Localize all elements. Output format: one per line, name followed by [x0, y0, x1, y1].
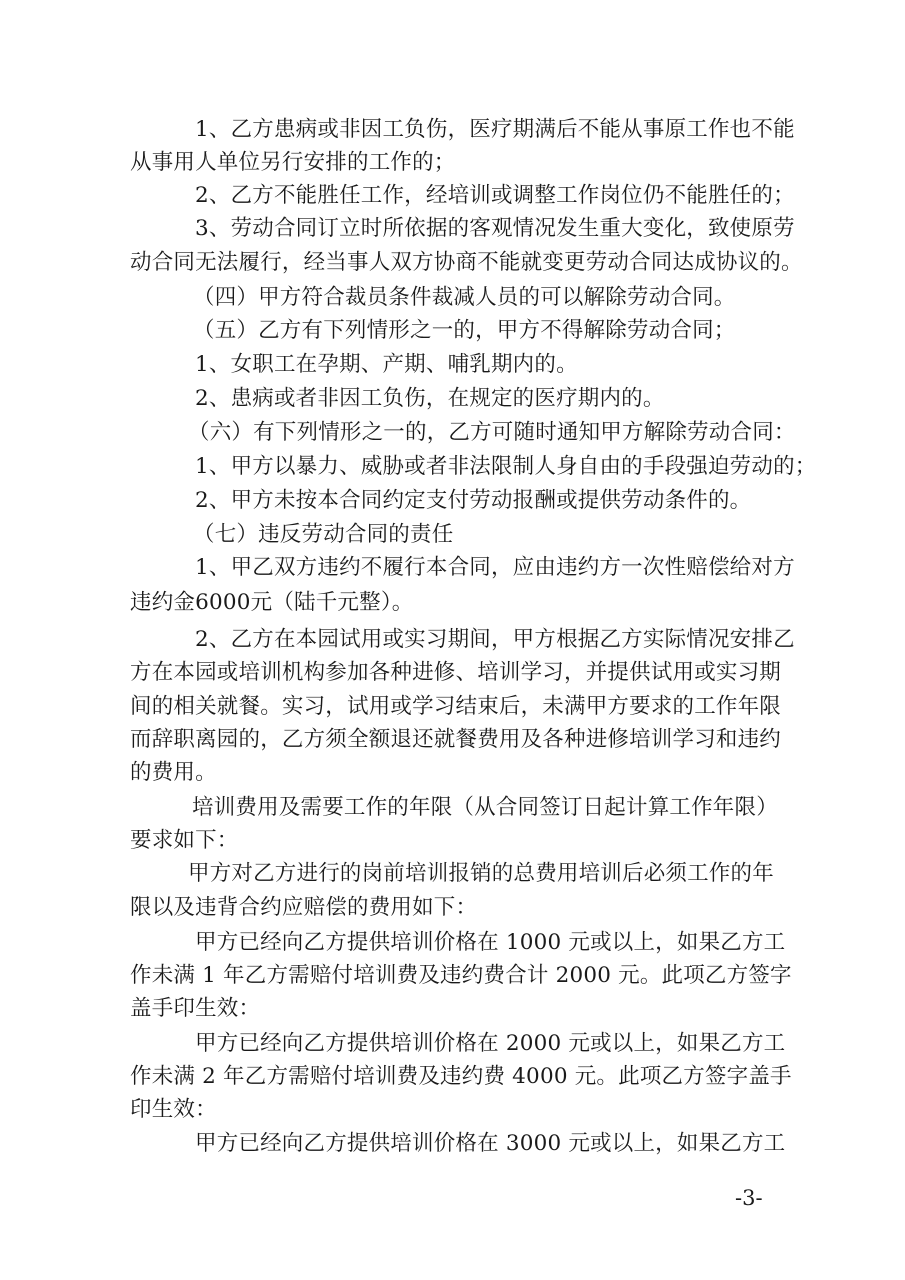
text-line: 间的相关就餐。实习，试用或学习结束后，未满甲方要求的工作年限 [130, 694, 782, 719]
text-line: 甲方对乙方进行的岗前培训报销的总费用培训后必须工作的年 [188, 861, 774, 886]
text-line: （五）乙方有下列情形之一的，甲方不得解除劳动合同； [193, 318, 736, 343]
page-number: -3- [735, 1186, 763, 1210]
text-line: 的费用。 [130, 760, 217, 785]
text-line: 印生效： [130, 1097, 217, 1122]
text-line: 从事用人单位另行安排的工作的； [130, 150, 456, 175]
text-line: 甲方已经向乙方提供培训价格在 2000 元或以上，如果乙方工 [195, 1031, 786, 1056]
text-line: 3、劳动合同订立时所依据的客观情况发生重大变化，致使原劳 [195, 216, 795, 241]
text-line: 1、甲乙双方违约不履行本合同，应由违约方一次性赔偿给对方 [195, 555, 795, 580]
text-line: 而辞职离园的，乙方须全额退还就餐费用及各种进修培训学习和违约 [130, 727, 782, 752]
text-line: 作未满 2 年乙方需赔付培训费及违约费 4000 元。此项乙方签字盖手 [130, 1064, 792, 1089]
text-line: 2、甲方未按本合同约定支付劳动报酬或提供劳动条件的。 [195, 488, 752, 513]
text-line: （六）有下列情形之一的，乙方可随时通知甲方解除劳动合同： [188, 420, 796, 445]
text-line: 作未满 1 年乙方需赔付培训费及违约费合计 2000 元。此项乙方签字 [130, 963, 792, 988]
text-line: （七）违反劳动合同的责任 [193, 522, 454, 547]
text-line: 1、女职工在孕期、产期、哺乳期内的。 [195, 352, 578, 377]
text-line: 甲方已经向乙方提供培训价格在 3000 元或以上，如果乙方工 [195, 1131, 786, 1156]
text-line: 甲方已经向乙方提供培训价格在 1000 元或以上，如果乙方工 [195, 930, 786, 955]
text-line: 1、乙方患病或非因工负伤，医疗期满后不能从事原工作也不能 [195, 117, 795, 142]
text-line: 盖手印生效： [130, 996, 261, 1021]
text-line: 动合同无法履行，经当事人双方协商不能就变更劳动合同达成协议的。 [130, 250, 803, 275]
text-line: 方在本园或培训机构参加各种进修、培训学习，并提供试用或实习期 [130, 660, 782, 685]
text-line: 2、乙方在本园试用或实习期间，甲方根据乙方实际情况安排乙 [195, 627, 795, 652]
text-line: 2、患病或者非因工负伤，在规定的医疗期内的。 [195, 386, 665, 411]
text-line: 2、乙方不能胜任工作，经培训或调整工作岗位仍不能胜任的； [195, 183, 795, 208]
text-line: 培训费用及需要工作的年限（从合同签订日起计算工作年限） [192, 795, 778, 820]
text-line: 限以及违背合约应赔偿的费用如下： [130, 895, 478, 920]
text-line: 要求如下： [130, 828, 239, 853]
text-line: （四）甲方符合裁员条件裁减人员的可以解除劳动合同。 [193, 285, 736, 310]
text-line: 1、甲方以暴力、威胁或者非法限制人身自由的手段强迫劳动的； [195, 454, 817, 479]
text-line: 违约金6000元（陆千元整）。 [130, 590, 414, 615]
